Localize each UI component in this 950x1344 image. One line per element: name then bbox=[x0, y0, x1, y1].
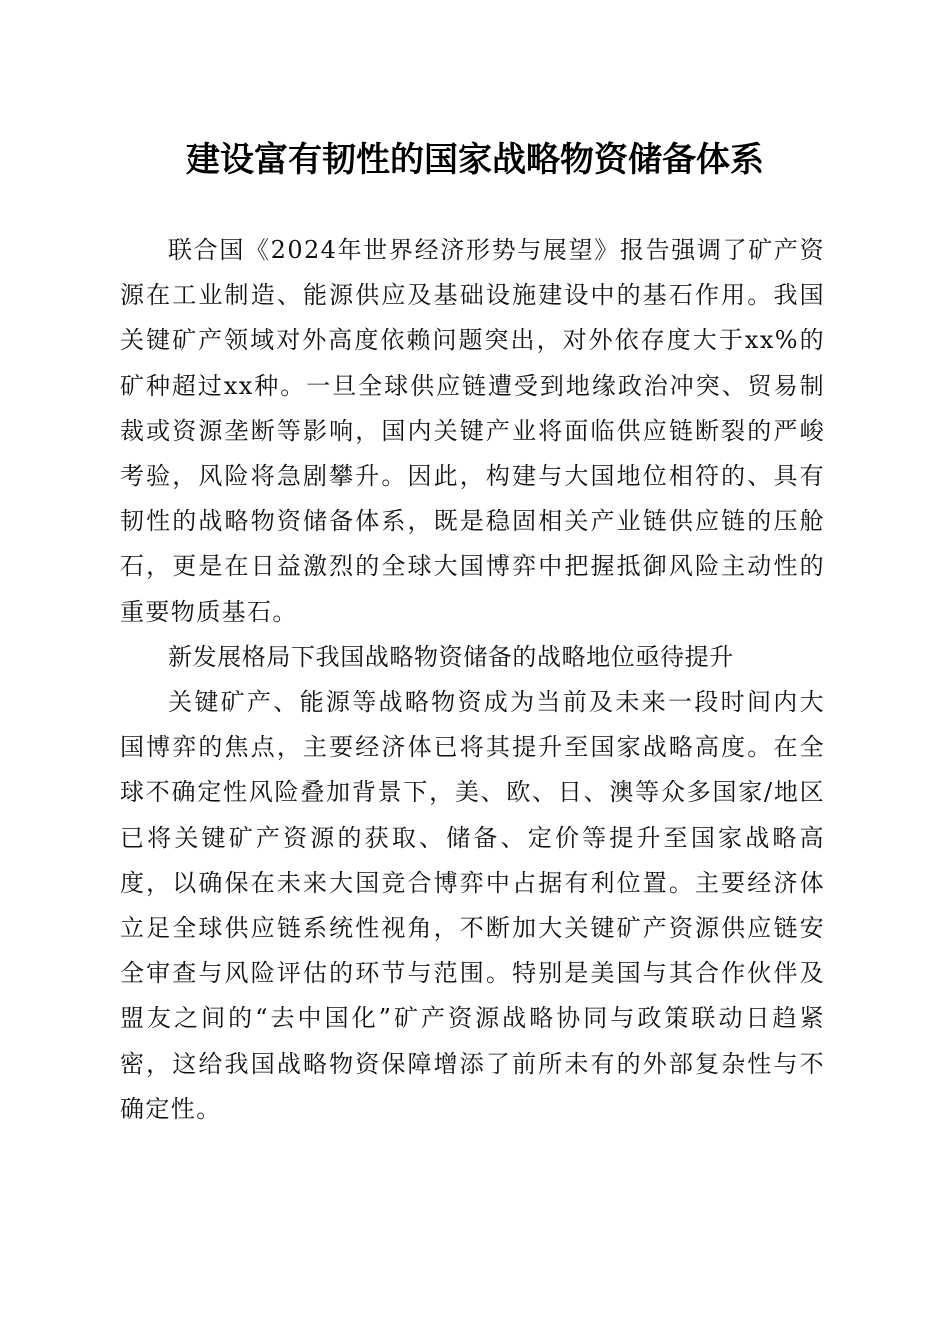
paragraph-strategic-context: 关键矿产、能源等战略物资成为当前及未来一段时间内大国博弈的焦点，主要经济体已将其提升至国家战略高度。在全球不确定性风险叠加背景下，美、欧、日、澳等众多国家/地区已将关键矿产资源的获取、储备、定价等提升至国家战略高度，以确保在未来大国竞合博弈中占据有利位置。主要经济体立足全球供应链系统性视角，不断加大关键矿产资源供应链安全审查与风险评估的环节与范围。特别是美国与其合作伙伴及盟友之间的“去中国化”矿产资源战略协同与政策联动日趋紧密，这给我国战略物资保障增添了前所未有的外部复杂性与不确定性。 bbox=[120, 688, 825, 1123]
document-title: 建设富有韧性的国家战略物资储备体系 bbox=[186, 140, 764, 180]
document-body bbox=[120, 228, 825, 1132]
paragraph-intro: 联合国《2024年世界经济形势与展望》报告强调了矿产资源在工业制造、能源供应及基础设施建设中的基石作用。我国关键矿产领域对外高度依赖问题突出，对外依存度大于xx%的矿种超过xx种。一旦全球供应链遭受到地缘政治冲突、贸易制裁或资源垄断等影响，国内关键产业将面临供应链断裂的严峻考验，风险将急剧攀升。因此，构建与大国地位相符的、具有韧性的战略物资储备体系，既是稳固相关产业链供应链的压舱石，更是在日益激烈的全球大国博弈中把握抵御风险主动性的重要物质基石。 bbox=[120, 236, 825, 626]
section-heading: 新发展格局下我国战略物资储备的战略地位亟待提升 bbox=[168, 642, 734, 671]
